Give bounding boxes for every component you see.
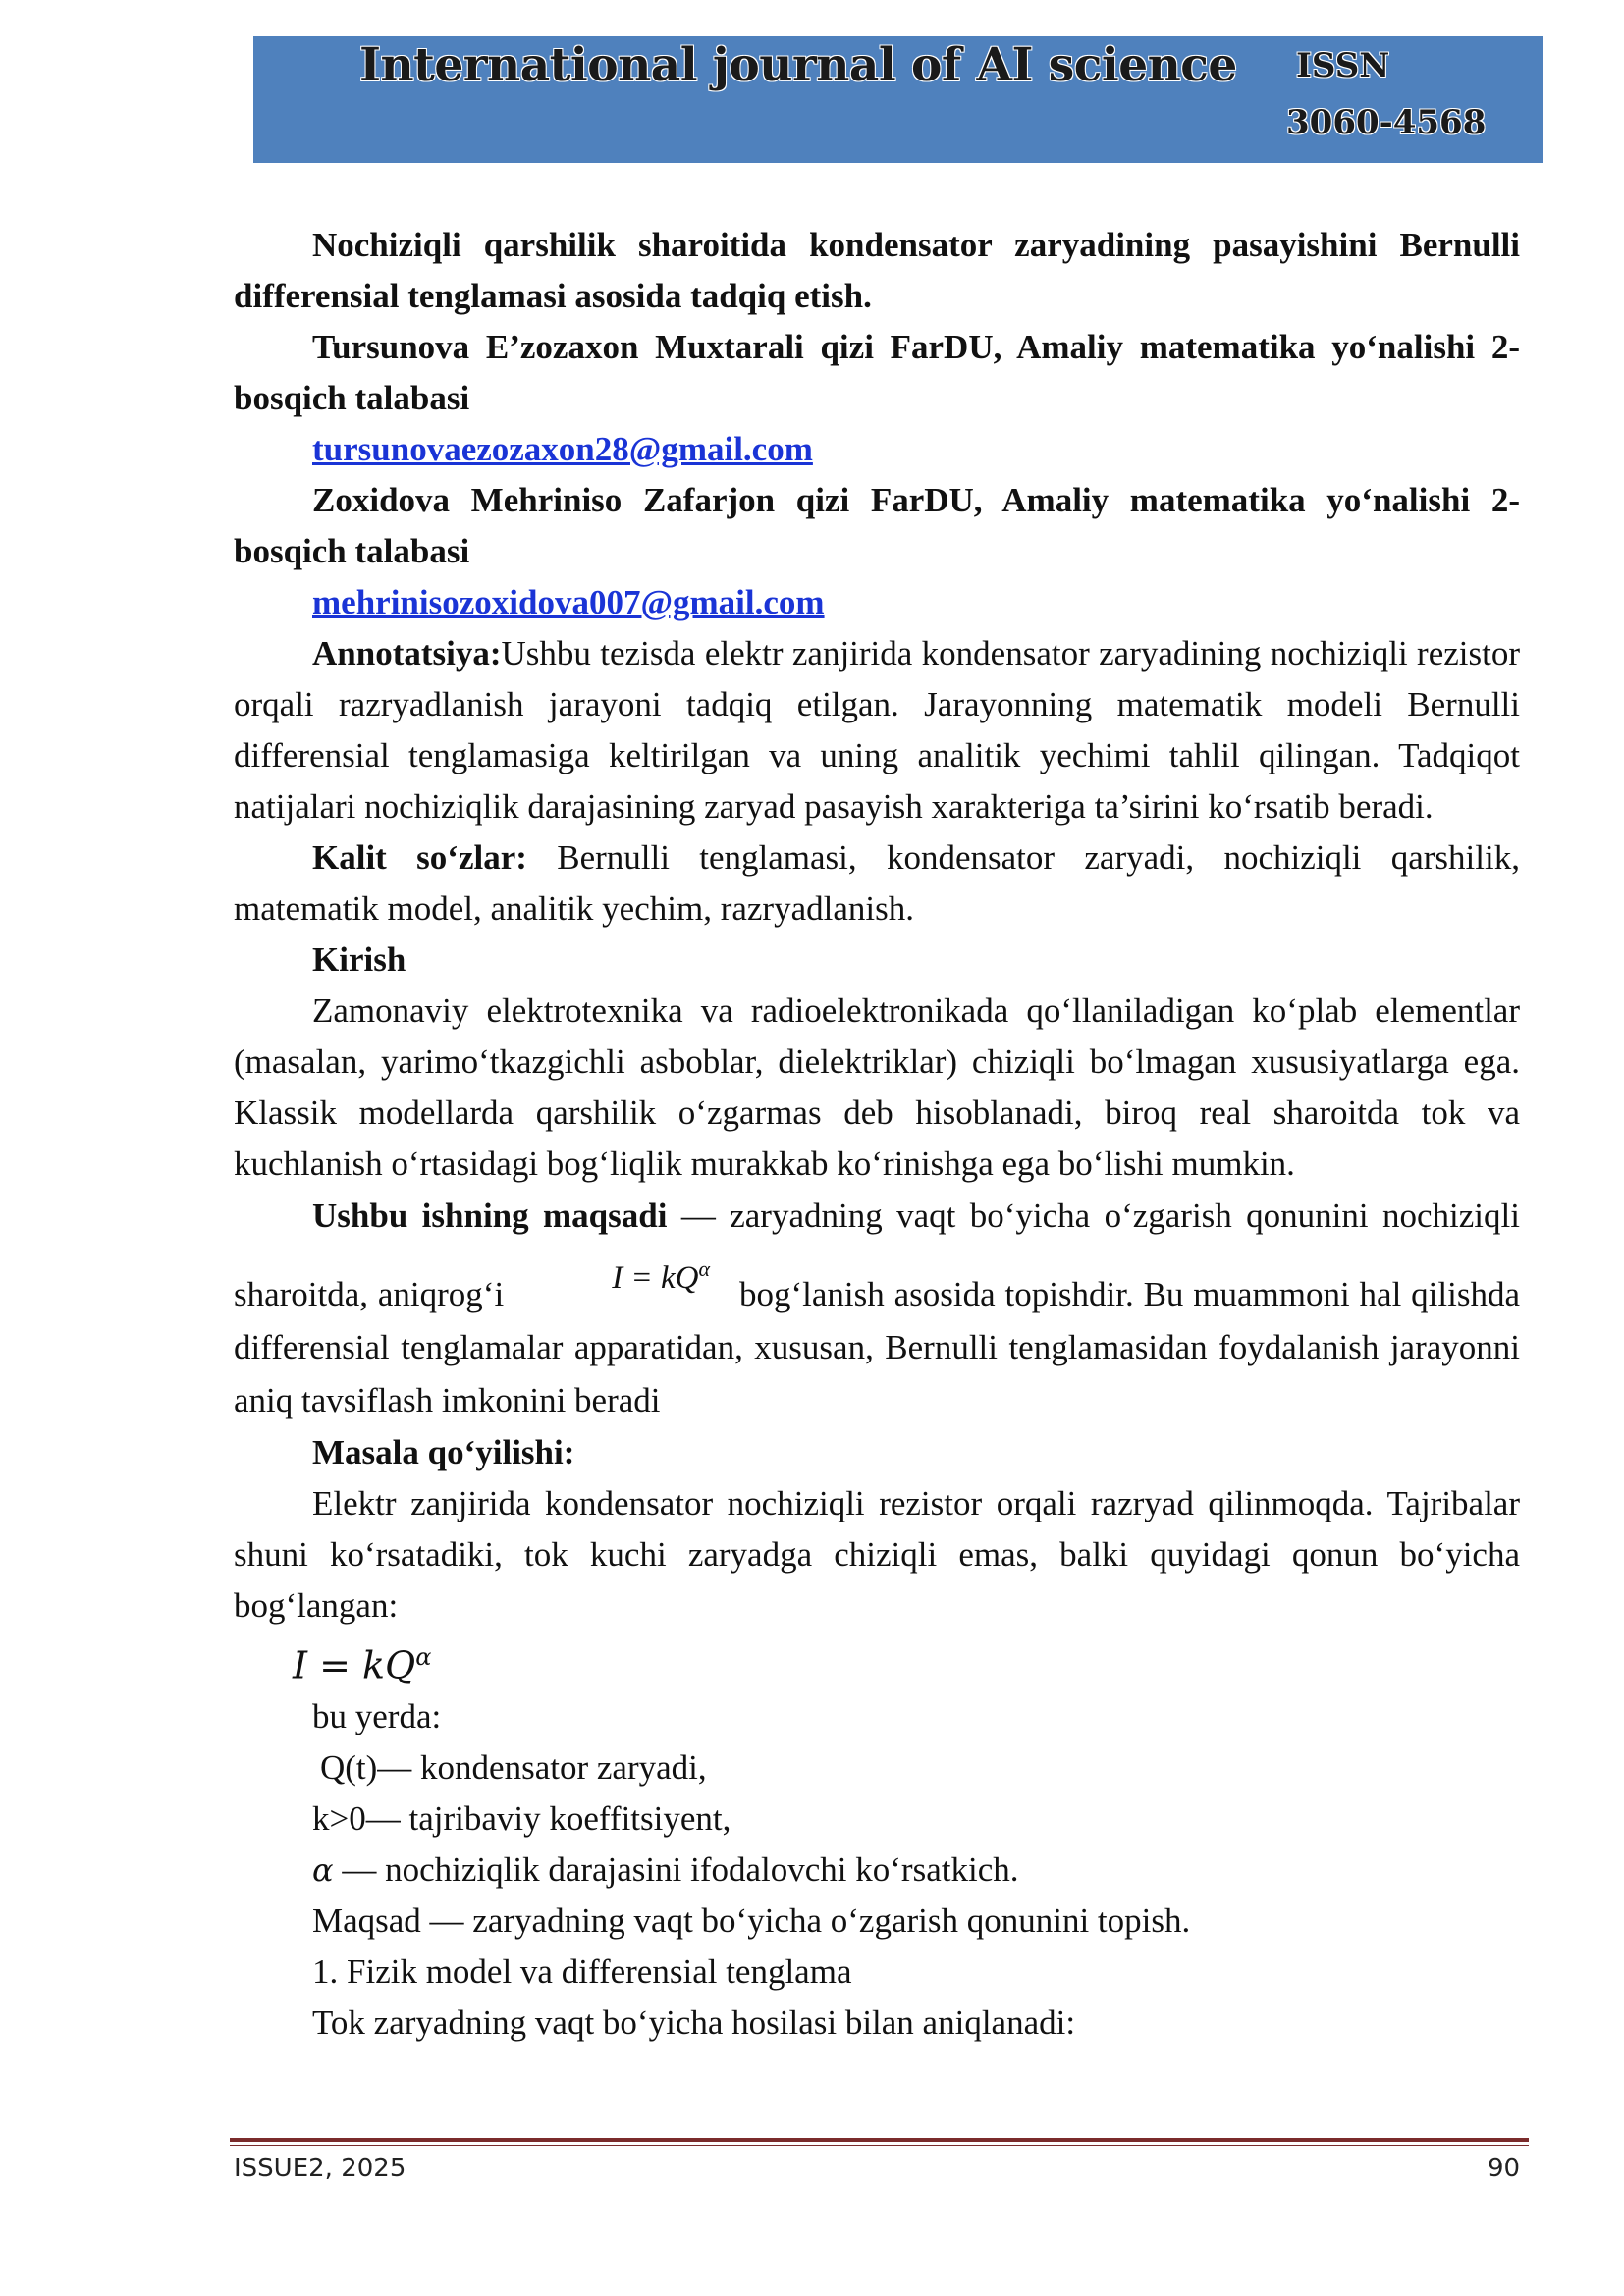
abstract-paragraph xyxy=(234,628,1520,832)
alpha-definition-text: — nochiziqlik darajasini ifodalovchi ko‘rsatkich. xyxy=(333,1849,1019,1889)
where-label: bu yerda: xyxy=(312,1696,442,1735)
main-formula-exponent: α xyxy=(415,1643,432,1671)
issn-label: ISSN xyxy=(1296,46,1390,85)
journal-title: International journal of AI science xyxy=(359,38,1237,92)
definition-k: k>0— tajribaviy koeffitsiyent, xyxy=(312,1798,731,1838)
footer-divider-thick xyxy=(230,2138,1529,2142)
intro-paragraph: Zamonaviy elektrotexnika va radioelektronikada qo‘llaniladigan ko‘plab elementlar (masalan, yarimo‘tkazgichli asboblar, dielektriklar) chiziqli bo‘lmagan xususiyatlarga ega. Klassik modellarda qarshilik o‘zgarmas deb hisoblanadi, biroq real sharoitda tok va kuchlanish o‘rtasidagi bog‘liqlik murakkab ko‘rinishga ega bo‘lishi mumkin. xyxy=(234,991,1520,1183)
goal-label: Ushbu ishning maqsadi xyxy=(312,1197,668,1235)
goal-text-1: — zaryadning vaqt bo‘yicha o‘zgarish qonunini nochiziqli sharoitda, aniqrog‘i xyxy=(234,1197,1520,1313)
goal-inline-formula xyxy=(504,1243,739,1305)
author2-email-link[interactable]: mehrinisozoxidova007@gmail.com xyxy=(312,583,825,621)
issn-number: 3060-4568 xyxy=(1286,103,1487,142)
author2-affiliation: Zoxidova Mehriniso Zafarjon qizi FarDU, Amaliy matematika yo‘nalishi 2-bosqich talabasi xyxy=(234,481,1520,570)
definition-alpha xyxy=(234,1844,1520,1896)
journal-header-band xyxy=(253,36,1543,163)
footer-divider-thin xyxy=(230,2145,1529,2146)
section1-heading: 1. Fizik model va differensial tenglama xyxy=(312,1951,852,1991)
aim-sentence: Maqsad — zaryadning vaqt bo‘yicha o‘zgarish qonunini topish. xyxy=(312,1900,1191,1940)
author2-email-line xyxy=(234,577,1520,628)
article-title: Nochiziqli qarshilik sharoitida kondensator zaryadining pasayishini Bernulli differensial tenglamasi asosida tadqiq etish. xyxy=(234,226,1520,315)
definition-q: Q(t)— kondensator zaryadi, xyxy=(320,1747,707,1787)
goal-formula-exponent: α xyxy=(698,1256,710,1281)
abstract-text: Ushbu tezisda elektr zanjirida kondensator zaryadining nochiziqli rezistor orqali razryadlanish jarayoni tadqiq etilgan. Jarayonning matematik modeli Bernulli differensial tenglamasiga keltirilgan va uning analitik yechimi tahlil qilingan. Tadqiqot natijalari nochiziqlik darajasining zaryad pasayish xarakteriga ta’sirini ko‘rsatib beradi. xyxy=(234,634,1520,826)
main-formula xyxy=(234,1631,1520,1691)
alpha-symbol: α xyxy=(312,1850,334,1889)
keywords-label: Kalit so‘zlar: xyxy=(312,838,527,877)
intro-heading: Kirish xyxy=(312,940,406,979)
main-formula-base: I = kQ xyxy=(293,1643,416,1687)
section1-text: Tok zaryadning vaqt bo‘yicha hosilasi bilan aniqlanadi: xyxy=(312,2002,1076,2042)
problem-heading: Masala qo‘yilishi: xyxy=(312,1433,575,1471)
keywords-paragraph xyxy=(234,832,1520,934)
footer-page-number: 90 xyxy=(1488,2154,1521,2183)
author1-affiliation: Tursunova E’zozaxon Muxtarali qizi FarDU, Amaliy matematika yo‘nalishi 2-bosqich talabasi xyxy=(234,328,1520,417)
goal-paragraph xyxy=(234,1190,1520,1427)
goal-formula-base: I = kQ xyxy=(612,1260,699,1296)
author1-email-line xyxy=(234,424,1520,475)
article-body xyxy=(234,220,1520,2049)
author1-email-link[interactable]: tursunovaezozaxon28@gmail.com xyxy=(312,430,813,468)
keywords-text: Bernulli tenglamasi, kondensator zaryadi, nochiziqli qarshilik, matematik model, analitik yechim, razryadlanish. xyxy=(234,838,1520,928)
problem-paragraph: Elektr zanjirida kondensator nochiziqli rezistor orqali razryad qilinmoqda. Tajribalar shuni ko‘rsatadiki, tok kuchi zaryadga chiziqli emas, balki quyidagi qonun bo‘yicha bog‘langan: xyxy=(234,1484,1520,1625)
footer-issue: ISSUE2, 2025 xyxy=(234,2154,406,2183)
goal-text-2: bog‘lanish asosida topishdir. Bu muammoni hal qilishda differensial tenglamalar apparatidan, xususan, Bernulli tenglamasidan foydalanish jarayonni aniq tavsiflash imkonini beradi xyxy=(234,1275,1520,1419)
abstract-label: Annotatsiya: xyxy=(312,634,502,672)
